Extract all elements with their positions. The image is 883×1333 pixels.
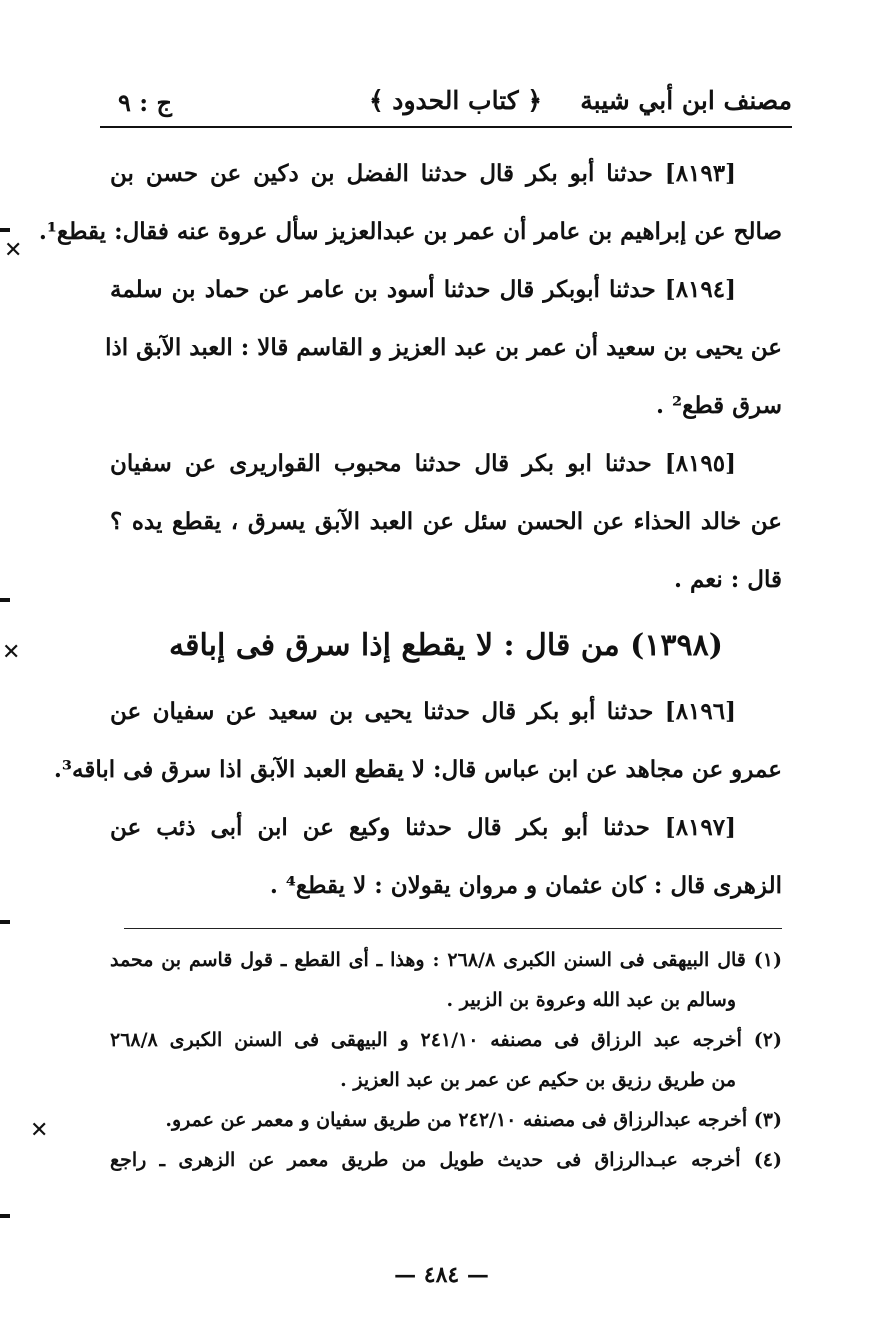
footnote-line: (٣) أخرجه عبدالرزاق فى مصنفه ٢٤٢/١٠ من طريق سفيان و معمر عن عمرو. [165,1109,782,1131]
page-number: — ٤٨٤ — [394,1262,489,1288]
chapter-title: ﴿ كتاب الحدود ﴾ [368,86,542,115]
text-line: [٨١٩٥] حدثنا ابو بكر قال حدثنا محبوب القواريرى عن سفيان [110,450,736,477]
text-line: [٨١٩٦] حدثنا أبو بكر قال حدثنا يحيى بن سعيد عن سفيان عن [110,698,737,725]
text-line: الزهرى قال : كان عثمان و مروان يقولان : لا يقطع⁴ . [269,872,782,899]
star-mark-icon: ✕ [4,238,23,263]
text-line: قال : نعم . [673,566,782,593]
section-heading: (١٣٩٨) من قال : لا يقطع إذا سرق فى إباقه [169,628,723,663]
footnote-line: وسالم بن عبد الله وعروة بن الزبير . [446,989,736,1011]
text-line: عن خالد الحذاء عن الحسن سئل عن العبد الآبق يسرق ، يقطع يده ؟ [110,508,782,535]
star-mark-icon: ✕ [2,640,21,665]
footnote-line: (٤) أخرجه عبـدالرزاق فى حديث طويل من طريق معمر عن الزهرى ـ راجع [110,1149,782,1171]
volume-label: ج : ٩ [118,88,172,117]
footnote-line: (١) قال البيهقى فى السنن الكبرى ٢٦٨/٨ : وهذا ـ أى القطع ـ قول قاسم بن محمد [110,949,782,971]
scan-mark [0,1214,10,1218]
book-title: مصنف ابن أبي شيبة [580,86,792,115]
text-line: سرق قطع² . [655,392,782,419]
scan-mark [0,598,10,602]
text-line: صالح عن إبراهيم بن عامر أن عمر بن عبدالعزيز سأل عروة عنه فقال: يقطع¹. [38,218,782,245]
scan-mark [0,920,10,924]
text-line: عن يحيى بن سعيد أن عمر بن عبد العزيز و القاسم قالا : العبد الآبق اذا [105,334,782,361]
star-mark-icon: ✕ [30,1118,49,1143]
footnotes [110,940,782,1180]
footnote-rule [124,928,782,929]
footnote-line: من طريق رزيق بن حكيم عن عمر بن عبد العزيز . [340,1069,736,1091]
text-line: عمرو عن مجاهد عن ابن عباس قال: لا يقطع العبد الآبق اذا سرق فى اباقه³. [53,756,782,783]
hadith-block-a [38,145,782,609]
text-line: [٨١٩٤] حدثنا أبوبكر قال حدثنا أسود بن عامر عن حماد بن سلمة [110,276,736,303]
footnote-line: (٢) أخرجه عبد الرزاق فى مصنفه ٢٤١/١٠ و البيهقى فى السنن الكبرى ٢٦٨/٨ [110,1029,783,1051]
page-header [100,78,792,120]
text-line: [٨١٩٧] حدثنا أبو بكر قال حدثنا وكيع عن ابن أبى ذئب عن [110,814,736,841]
scan-mark [0,228,10,232]
hadith-block-b [53,683,782,915]
header-rule [100,126,792,128]
text-line: [٨١٩٣] حدثنا أبو بكر قال حدثنا الفضل بن دكين عن حسن بن [110,160,736,187]
